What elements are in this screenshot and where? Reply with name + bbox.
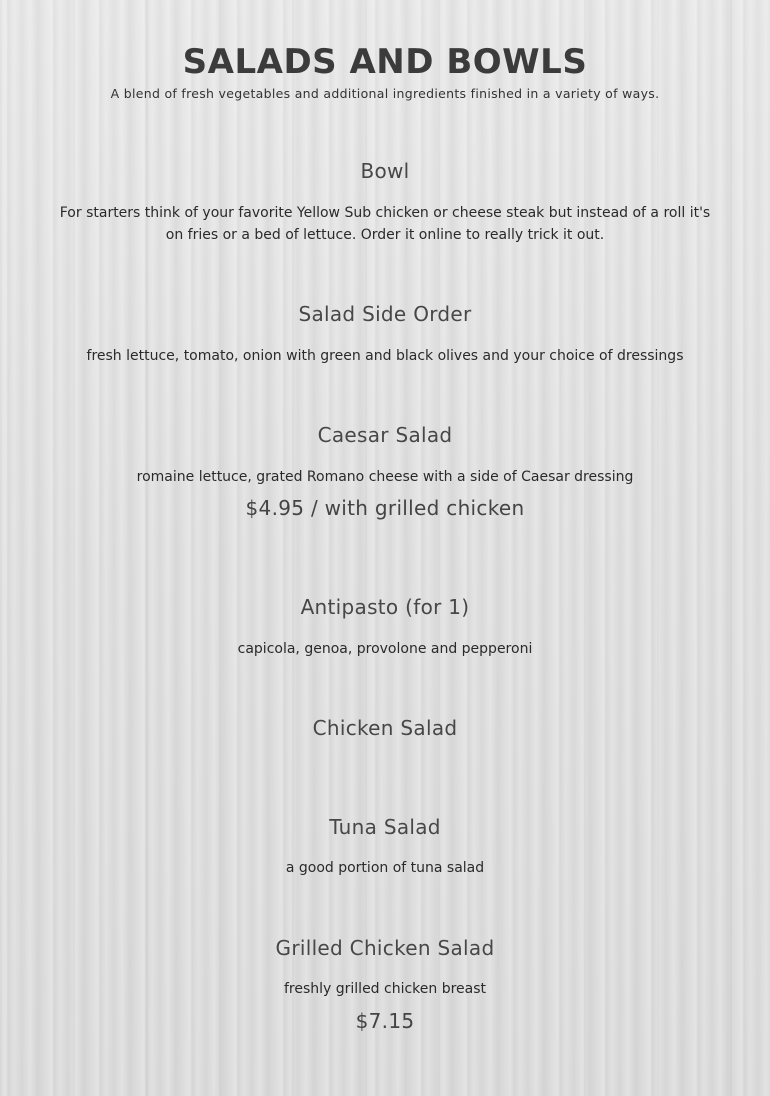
item-description: fresh lettuce, tomato, onion with green and black olives and your choice of dressings bbox=[86, 348, 684, 364]
item-name: Bowl bbox=[360, 159, 410, 183]
item-name: Chicken Salad bbox=[312, 716, 458, 740]
item-name: Salad Side Order bbox=[298, 302, 472, 326]
item-description: a good portion of tuna salad bbox=[285, 860, 485, 876]
item-name: Grilled Chicken Salad bbox=[275, 936, 495, 960]
item-name: Caesar Salad bbox=[317, 423, 453, 447]
item-name: Tuna Salad bbox=[329, 815, 441, 839]
page-subtitle: A blend of fresh vegetables and additional ingredients finished in a variety of ways. bbox=[110, 86, 660, 101]
item-description: For starters think of your favorite Yellow Sub chicken or cheese steak but instead of a roll it's on fries or a bed of lettuce. Order it online to really trick it out. bbox=[59, 205, 711, 243]
item-price: $4.95 / with grilled chicken bbox=[245, 496, 525, 520]
item-description: romaine lettuce, grated Romano cheese with a side of Caesar dressing bbox=[136, 469, 634, 485]
item-description: freshly grilled chicken breast bbox=[283, 981, 487, 997]
item-description: capicola, genoa, provolone and pepperoni bbox=[237, 641, 533, 657]
page-title: SALADS AND BOWLS bbox=[182, 42, 588, 82]
item-name: Antipasto (for 1) bbox=[300, 595, 470, 619]
item-price: $7.15 bbox=[355, 1009, 415, 1033]
